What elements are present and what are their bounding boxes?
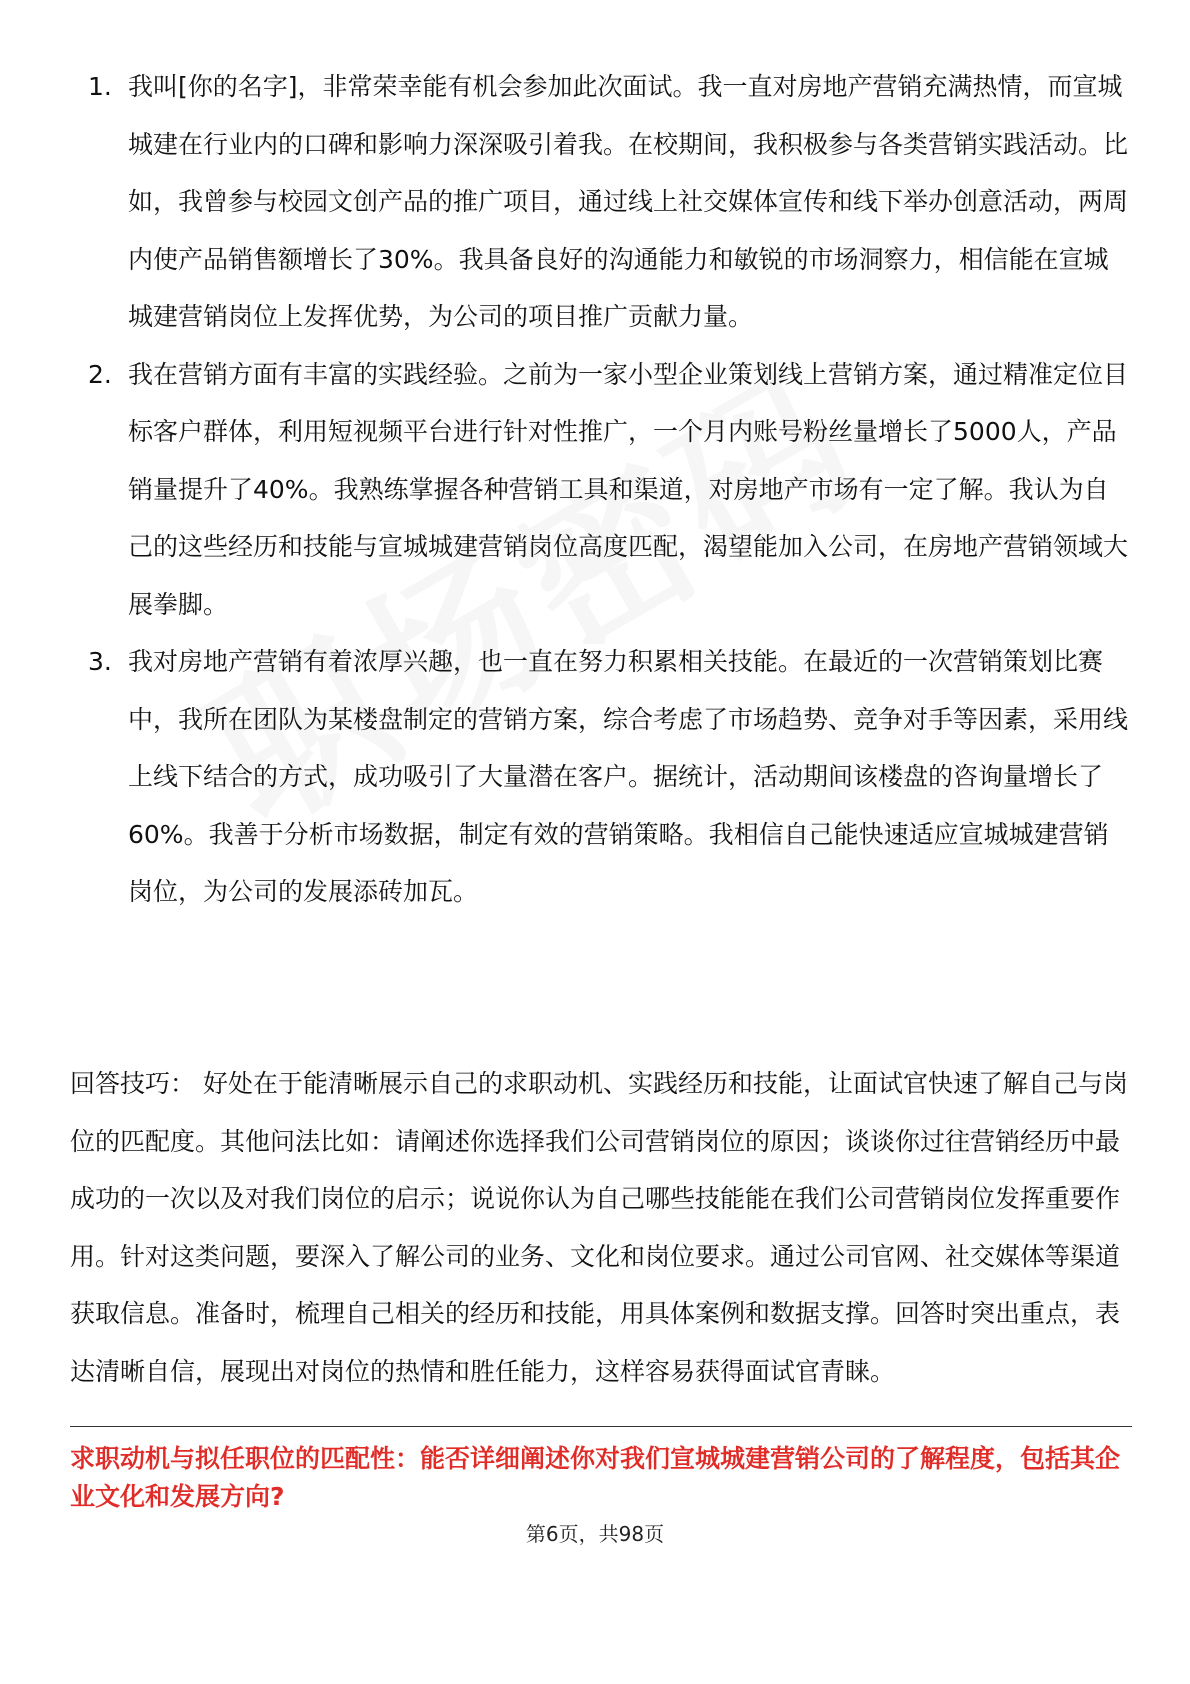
answer-item-2 [88,346,1128,634]
section-divider [70,1426,1132,1427]
answer-number: 2. [88,359,112,389]
tips-label: 回答技巧： [70,1069,196,1098]
answer-number: 3. [88,647,112,676]
answer-item-3 [88,633,1128,921]
answer-tips [70,1055,1132,1400]
answer-text: 我对房地产营销有着浓厚兴趣，也一直在努力积累相关技能。在最近的一次营销策划比赛中，我所在团队为某楼盘制定的营销方案，综合考虑了市场趋势、竞争对手等因素，采用线上线下结合的方式，成功吸引了大量潜在客户。据统计，活动期间该楼盘的咨询量增长了60%。我善于分析市场数据，制定有效的营销策略。我相信自己能快速适应宣城城建营销岗位，为公司的发展添砖加瓦。 [128,647,1129,906]
answer-list [88,58,1128,921]
page-number: 第6页，共98页 [525,1522,665,1546]
answer-number: 1. [88,72,112,101]
answer-item-1 [88,58,1128,346]
answer-text: 我在营销方面有丰富的实践经验。之前为一家小型企业策划线上营销方案，通过精准定位目标客户群体，利用短视频平台进行针对性推广，一个月内账号粉丝量增长了5000人，产品销量提升了40%。我熟练掌握各种营销工具和渠道，对房地产市场有一定了解。我认为自己的这些经历和技能与宣城城建营销岗位高度匹配，渴望能加入公司，在房地产营销领域大展拳脚。 [128,359,1129,619]
answer-text: 我叫[你的名字]，非常荣幸能有机会参加此次面试。我一直对房地产营销充满热情，而宣城城建在行业内的口碑和影响力深深吸引着我。在校期间，我积极参与各类营销实践活动。比如，我曾参与校园文创产品的推广项目，通过线上社交媒体宣传和线下举办创意活动，两周内使产品销售额增长了30%。我具备良好的沟通能力和敏锐的市场洞察力，相信能在宣城城建营销岗位上发挥优势，为公司的项目推广贡献力量。 [128,72,1129,331]
tips-text: 好处在于能清晰展示自己的求职动机、实践经历和技能，让面试官快速了解自己与岗位的匹配度。其他问法比如：请阐述你选择我们公司营销岗位的原因；谈谈你过往营销经历中最成功的一次以及对我们岗位的启示；说说你认为自己哪些技能能在我们公司营销岗位发挥重要作用。针对这类问题，要深入了解公司的业务、文化和岗位要求。通过公司官网、社交媒体等渠道获取信息。准备时，梳理自己相关的经历和技能，用具体案例和数据支撑。回答时突出重点，表达清晰自信，展现出对岗位的热情和胜任能力，这样容易获得面试官青睐。 [70,1069,1128,1386]
next-question: 求职动机与拟任职位的匹配性：能否详细阐述你对我们宣城城建营销公司的了解程度，包括其企业文化和发展方向? [70,1444,1121,1511]
